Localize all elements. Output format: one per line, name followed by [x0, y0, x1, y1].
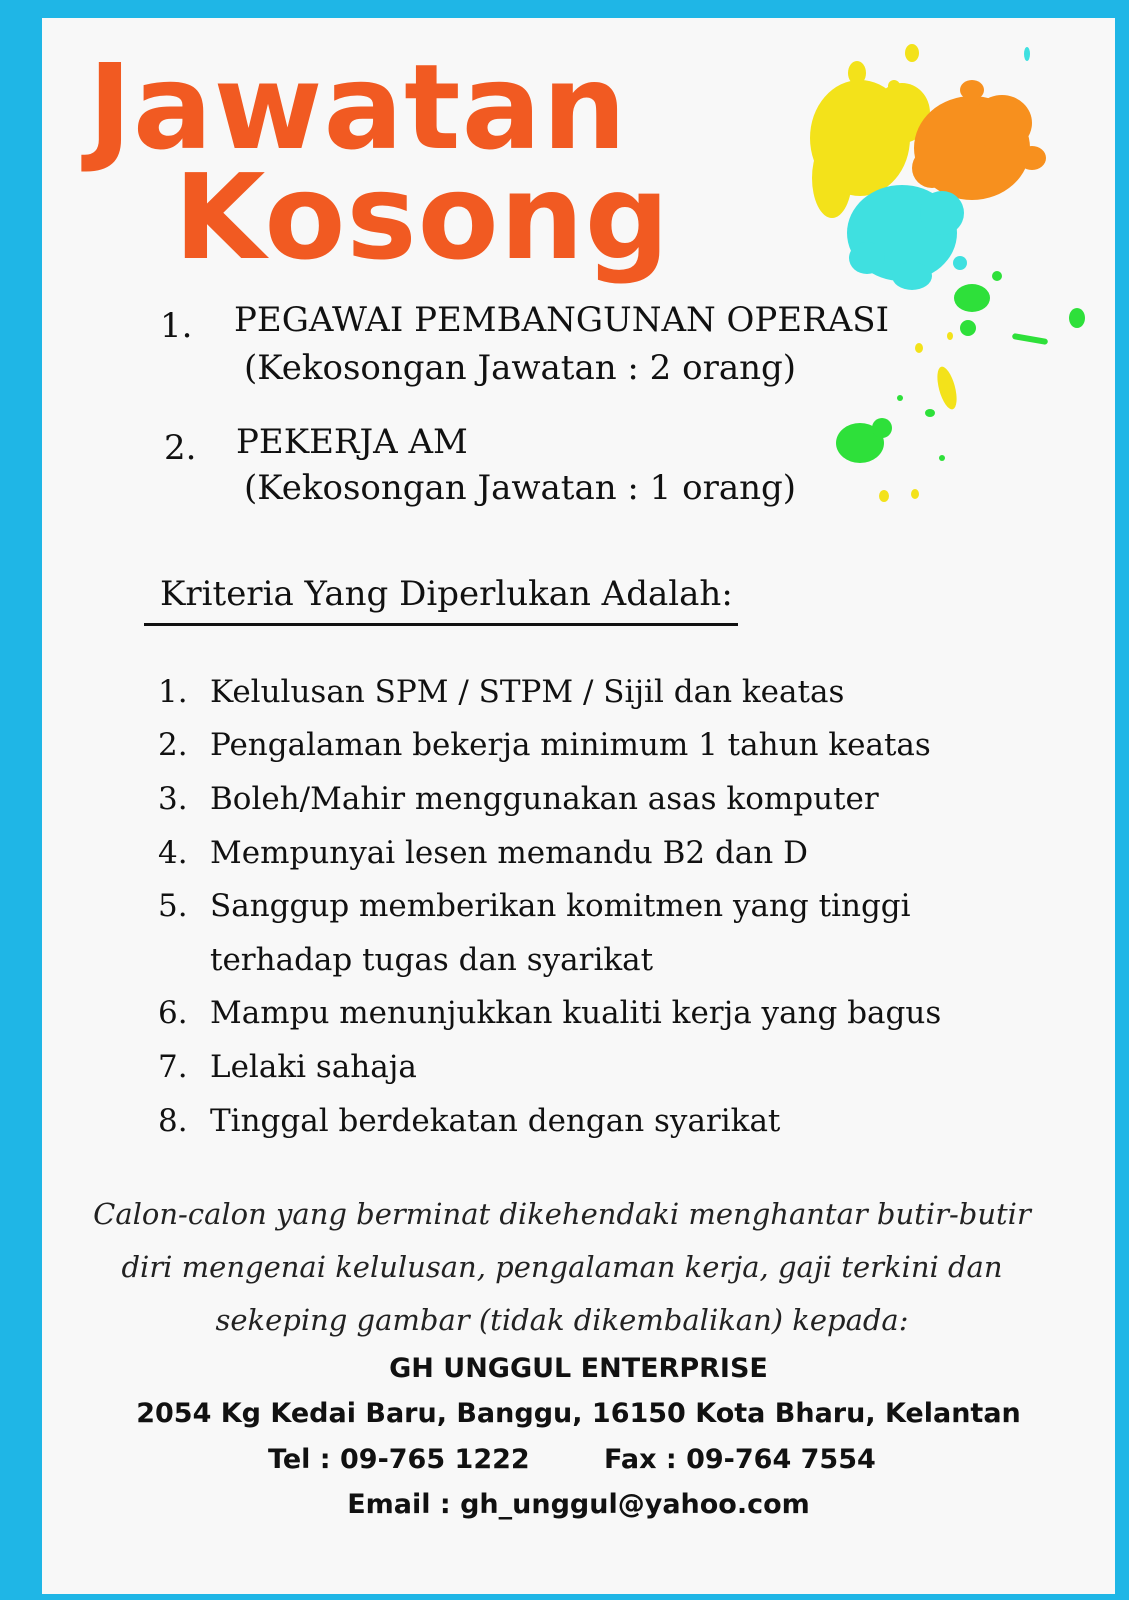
criteria-8-text: Tinggal berdekatan dengan syarikat — [210, 1103, 781, 1139]
criteria-6-number: 6. — [158, 995, 188, 1031]
fax: Fax : 09-764 7554 — [604, 1444, 876, 1475]
job-2-number: 2. — [164, 428, 197, 468]
criteria-1-text: Kelulusan SPM / STPM / Sijil dan keatas — [210, 674, 845, 710]
title-line-1: Jawatan — [88, 38, 628, 176]
telephone: Tel : 09-765 1222 — [268, 1444, 530, 1475]
yellow-splash — [810, 44, 960, 502]
criteria-3-number: 3. — [158, 781, 188, 817]
job-1-vacancy: (Kekosongan Jawatan : 2 orang) — [244, 348, 797, 388]
note-line-2: diri mengenai kelulusan, pengalaman kerja, gaji terkini dan — [121, 1250, 1003, 1284]
note-line-1: Calon-calon yang berminat dikehendaki menghantar butir-butir — [93, 1197, 1031, 1231]
company-name: GH UNGGUL ENTERPRISE — [389, 1353, 768, 1384]
job-poster — [42, 18, 1115, 1594]
criteria-2-text: Pengalaman bekerja minimum 1 tahun keatas — [210, 727, 931, 763]
job-1-title: PEGAWAI PEMBANGUNAN OPERASI — [234, 300, 889, 340]
criteria-4-text: Mempunyai lesen memandu B2 dan D — [210, 835, 808, 871]
criteria-5-text-continued: terhadap tugas dan syarikat — [210, 942, 654, 978]
job-1-number: 1. — [160, 306, 193, 346]
criteria-5-text: Sanggup memberikan komitmen yang tinggi — [210, 888, 911, 924]
criteria-5-number: 5. — [158, 888, 188, 924]
criteria-2-number: 2. — [158, 727, 188, 763]
criteria-heading: Kriteria Yang Diperlukan Adalah: — [160, 574, 733, 614]
title-line-2: Kosong — [174, 148, 671, 286]
criteria-7-number: 7. — [158, 1049, 188, 1085]
application-note — [62, 1188, 1062, 1347]
criteria-8-number: 8. — [158, 1103, 188, 1139]
job-2-title: PEKERJA AM — [236, 422, 468, 462]
company-address: 2054 Kg Kedai Baru, Banggu, 16150 Kota Bharu, Kelantan — [136, 1398, 1021, 1429]
cyan-splash — [847, 47, 1030, 290]
criteria-1-number: 1. — [158, 674, 188, 710]
orange-splash — [912, 80, 1046, 200]
criteria-3-text: Boleh/Mahir menggunakan asas komputer — [210, 781, 879, 817]
email: Email : gh_unggul@yahoo.com — [347, 1489, 810, 1520]
criteria-6-text: Mampu menunjukkan kualiti kerja yang bagus — [210, 995, 942, 1031]
note-line-3: sekeping gambar (tidak dikembalikan) kepada: — [215, 1303, 909, 1337]
criteria-4-number: 4. — [158, 835, 188, 871]
job-2-vacancy: (Kekosongan Jawatan : 1 orang) — [244, 468, 797, 508]
criteria-7-text: Lelaki sahaja — [210, 1049, 417, 1085]
criteria-underline — [144, 623, 738, 626]
